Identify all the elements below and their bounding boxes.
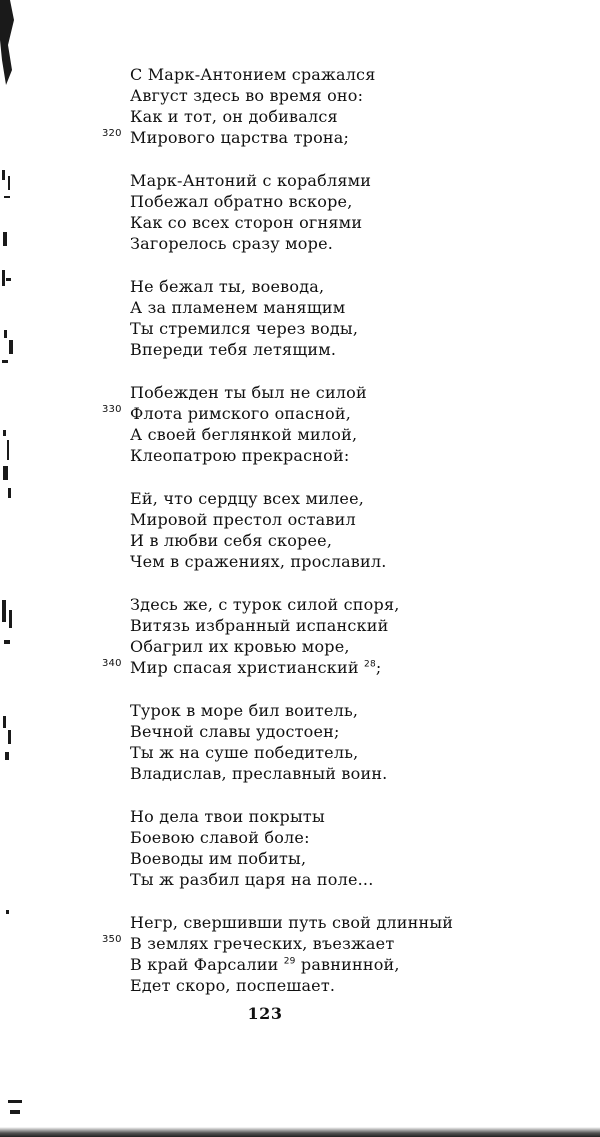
stanza xyxy=(130,170,570,254)
verse-line xyxy=(130,636,570,657)
verse-line xyxy=(130,530,570,551)
verse-line xyxy=(130,827,570,848)
verse-text: С Марк-Антонием сражался xyxy=(130,65,376,84)
verse-text: Не бежал ты, воевода, xyxy=(130,277,325,296)
verse-text: Загорелось сразу море. xyxy=(130,234,334,253)
verse-text: Как и тот, он добивался xyxy=(130,107,338,126)
verse-line xyxy=(130,339,570,360)
verse-text: В землях греческих, въезжает xyxy=(130,934,395,953)
verse-line xyxy=(130,806,570,827)
verse-text: Август здесь во время оно: xyxy=(130,86,364,105)
verse-text: Клеопатрою прекрасной: xyxy=(130,446,350,465)
verse-text: Мир спасая христианский xyxy=(130,658,359,677)
verse-line xyxy=(130,954,570,975)
verse-line xyxy=(130,85,570,106)
verse-line xyxy=(130,848,570,869)
stanza xyxy=(102,594,570,678)
verse-line xyxy=(102,403,570,424)
verse-text: Боевою славой боле: xyxy=(130,828,310,847)
stanza xyxy=(130,700,570,784)
poem-text xyxy=(102,64,570,1018)
verse-line xyxy=(130,233,570,254)
verse-line xyxy=(130,975,570,996)
verse-text: Побежал обратно вскоре, xyxy=(130,192,353,211)
verse-line xyxy=(130,318,570,339)
verse-line xyxy=(130,488,570,509)
verse-text: Воеводы им побиты, xyxy=(130,849,307,868)
verse-line xyxy=(130,721,570,742)
verse-line xyxy=(130,382,570,403)
verse-text: Турок в море бил воитель, xyxy=(130,701,359,720)
verse-text: Побежден ты был не силой xyxy=(130,383,367,402)
verse-line xyxy=(130,594,570,615)
verse-line xyxy=(130,869,570,890)
verse-line xyxy=(130,551,570,572)
verse-text: Чем в сражениях, прославил. xyxy=(130,552,387,571)
verse-line xyxy=(130,445,570,466)
verse-text: И в любви себя скорее, xyxy=(130,531,333,550)
scan-bottom-edge xyxy=(0,1127,600,1137)
verse-text: Впереди тебя летящим. xyxy=(130,340,337,359)
verse-line xyxy=(102,657,570,678)
verse-text: Мировой престол оставил xyxy=(130,510,356,529)
verse-text: Марк-Антоний с кораблями xyxy=(130,171,372,190)
verse-line xyxy=(130,170,570,191)
stanza xyxy=(130,488,570,572)
verse-line xyxy=(130,615,570,636)
verse-line xyxy=(102,127,570,148)
verse-text-tail: равнинной, xyxy=(295,955,400,974)
verse-line xyxy=(130,424,570,445)
line-number: 320 xyxy=(102,128,122,139)
verse-text: А за пламенем манящим xyxy=(130,298,346,317)
line-number: 350 xyxy=(102,934,122,945)
stanza xyxy=(102,64,570,148)
verse-line xyxy=(130,912,570,933)
verse-text: Но дела твои покрыты xyxy=(130,807,325,826)
footnote-marker: 29 xyxy=(283,956,296,967)
verse-text: Ты стремился через воды, xyxy=(130,319,359,338)
verse-text: Едет скоро, поспешает. xyxy=(130,976,336,995)
verse-text: Флота римского опасной, xyxy=(130,404,352,423)
verse-line xyxy=(130,509,570,530)
verse-line xyxy=(102,933,570,954)
verse-text: Ты ж разбил царя на поле... xyxy=(130,870,374,889)
verse-text: Здесь же, с турок силой споря, xyxy=(130,595,400,614)
verse-text: Ей, что сердцу всех милее, xyxy=(130,489,365,508)
verse-line xyxy=(130,212,570,233)
verse-text: Ты ж на суше победитель, xyxy=(130,743,359,762)
verse-text: Мирового царства трона; xyxy=(130,128,350,147)
page-number: 123 xyxy=(247,1004,283,1023)
verse-line xyxy=(130,742,570,763)
verse-line xyxy=(130,276,570,297)
verse-text: Обагрил их кровью море, xyxy=(130,637,350,656)
stanza xyxy=(102,912,570,996)
line-number: 330 xyxy=(102,404,122,415)
verse-line xyxy=(130,700,570,721)
verse-line xyxy=(130,106,570,127)
verse-line xyxy=(130,297,570,318)
stanza xyxy=(102,382,570,466)
verse-text: Владислав, преславный воин. xyxy=(130,764,388,783)
verse-text: Витязь избранный испанский xyxy=(130,616,389,635)
verse-text: А своей беглянкой милой, xyxy=(130,425,358,444)
verse-line xyxy=(130,763,570,784)
verse-line xyxy=(130,191,570,212)
verse-text: Вечной славы удостоен; xyxy=(130,722,340,741)
stanza xyxy=(130,806,570,890)
verse-text: Негр, свершивши путь свой длинный xyxy=(130,913,454,932)
footnote-marker: 28 xyxy=(364,659,376,670)
line-number: 340 xyxy=(102,658,122,669)
verse-text: Как со всех сторон огнями xyxy=(130,213,363,232)
verse-line xyxy=(130,64,570,85)
stanza xyxy=(130,276,570,360)
verse-text: В край Фарсалии xyxy=(130,955,279,974)
verse-text-tail: ; xyxy=(375,658,382,677)
scan-margin-noise xyxy=(0,0,30,1137)
